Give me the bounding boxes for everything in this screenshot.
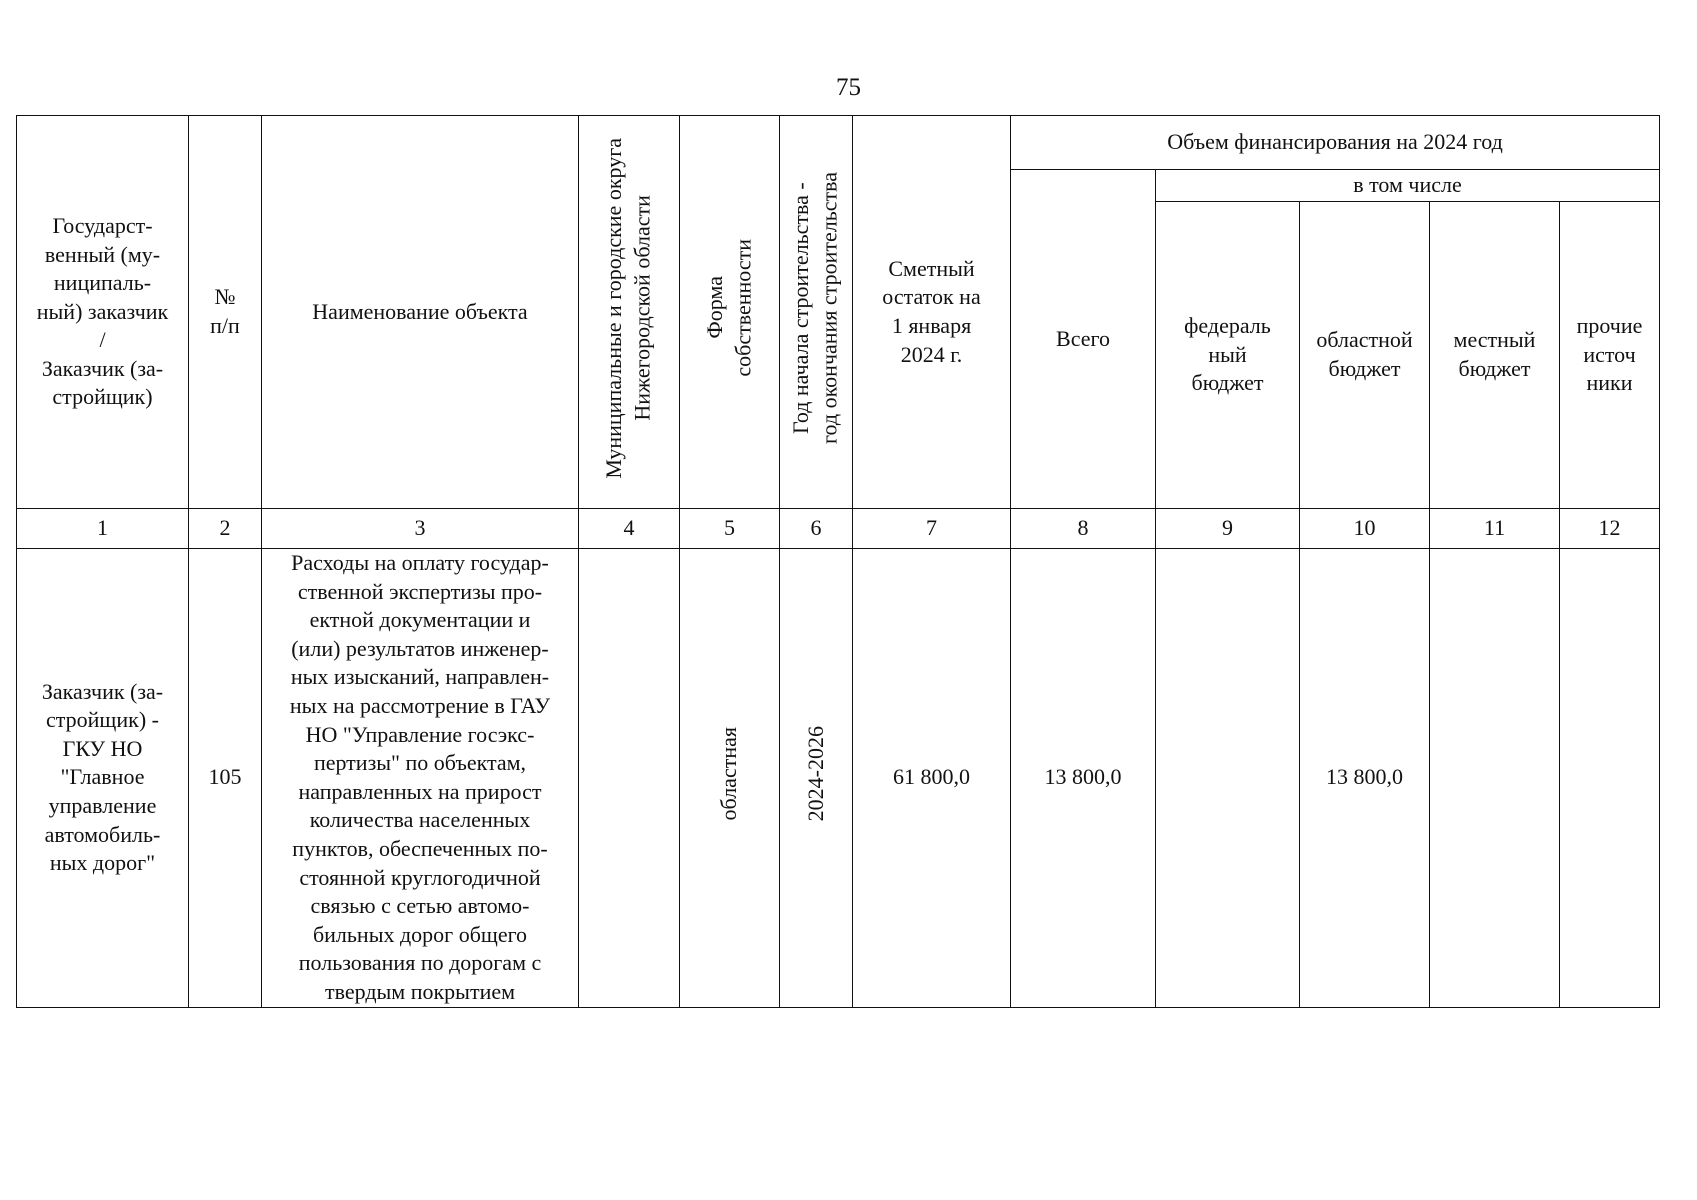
row-ownership: областная [716,727,742,821]
row-years: 2024-2026 [802,726,828,822]
column-number: 12 [1560,509,1660,549]
row-municipality [579,549,680,1008]
row-regional-budget: 13 800,0 [1300,549,1430,1008]
row-customer: Заказчик (за- стройщик) - ГКУ НО "Главное управление автомобиль- ных дорог" [17,549,189,1008]
row-object-name: Расходы на оплату государ- ственной экспертизы про- ектной документации и (или) результатов инженер- ных изысканий, направлен- ных на рассмотрение в ГАУ НО "Управление госэкс- пертизы" по объектам, направленных на прирост количества населенных пунктов, обеспеченных по- стоянной круглогодичной связью с сетью автомо- бильных дорог общего пользования по дорогам с твердым покрытием [262,549,579,1008]
column-number: 11 [1430,509,1560,549]
header-other-sources: прочие источ ники [1560,202,1660,509]
column-number: 4 [579,509,680,549]
header-customer: Государст- венный (му- ниципаль- ный) заказчик / Заказчик (за- стройщик) [17,116,189,509]
column-number: 7 [853,509,1011,549]
column-number-row [17,509,1660,549]
row-years-cell [780,549,853,1008]
financing-table [16,115,1660,1008]
column-number: 8 [1011,509,1156,549]
header-ownership-cell [680,116,780,509]
header-ownership: Форма собственности [701,239,756,377]
column-number: 3 [262,509,579,549]
header-local-budget: местный бюджет [1430,202,1560,509]
row-other-sources [1560,549,1660,1008]
row-local-budget [1430,549,1560,1008]
header-years-cell [780,116,853,509]
table-row [17,549,1660,1008]
header-federal-budget: федераль ный бюджет [1156,202,1300,509]
column-number: 6 [780,509,853,549]
column-number: 5 [680,509,780,549]
row-federal-budget [1156,549,1300,1008]
header-years: Год начала строительства - год окончания строительства [788,172,842,445]
header-municipality: Муниципальные и городские округа Нижегородской области [601,137,655,479]
column-number: 2 [189,509,262,549]
column-number: 10 [1300,509,1430,549]
row-ownership-cell [680,549,780,1008]
header-regional-budget: областной бюджет [1300,202,1430,509]
column-number: 1 [17,509,189,549]
header-estimate-balance: Сметный остаток на 1 января 2024 г. [853,116,1011,509]
column-number: 9 [1156,509,1300,549]
row-total: 13 800,0 [1011,549,1156,1008]
row-estimate-balance: 61 800,0 [853,549,1011,1008]
page-number: 75 [836,74,861,101]
row-item-no: 105 [189,549,262,1008]
header-municipality-cell [579,116,680,509]
header-total: Всего [1011,170,1156,509]
header-object-name: Наименование объекта [262,116,579,509]
header-item-no: № п/п [189,116,262,509]
header-including: в том числе [1156,170,1660,202]
header-financing-title: Объем финансирования на 2024 год [1011,116,1660,170]
